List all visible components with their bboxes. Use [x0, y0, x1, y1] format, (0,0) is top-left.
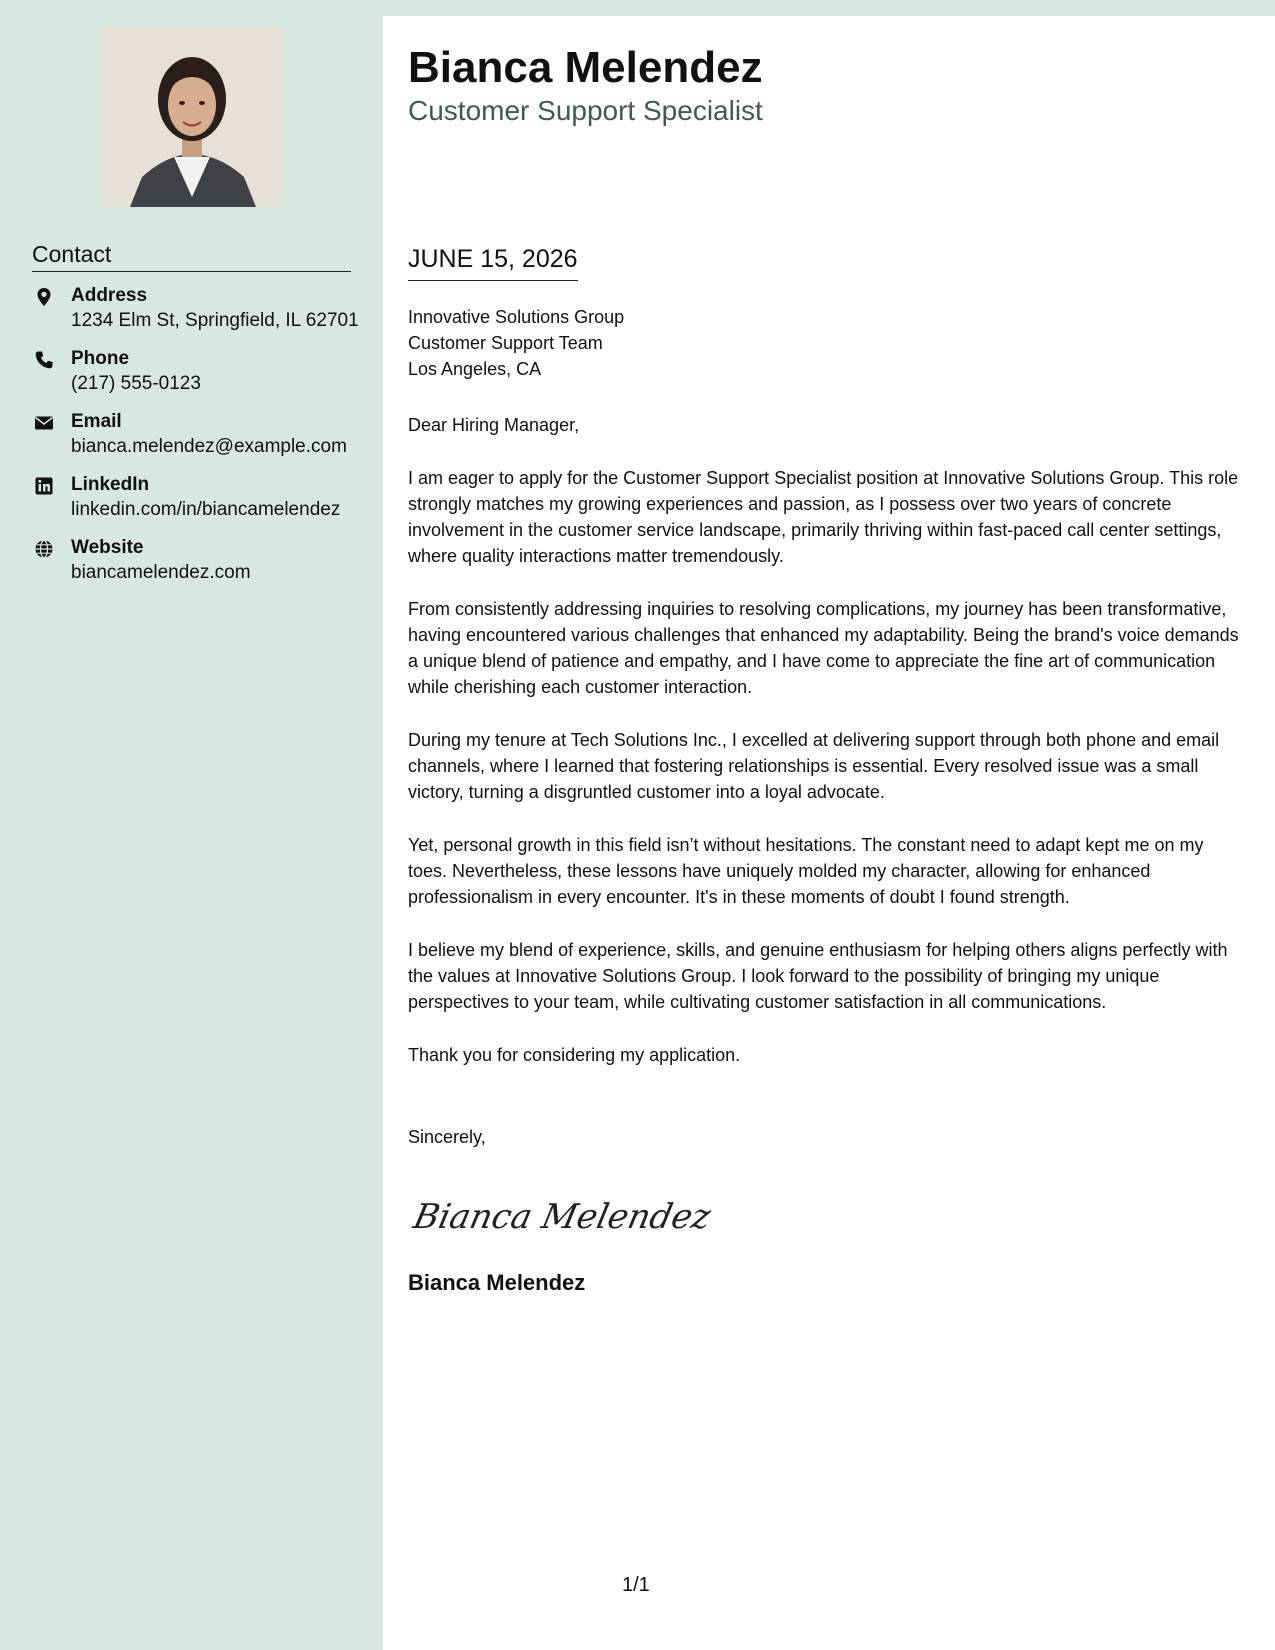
contact-label: LinkedIn [71, 474, 150, 495]
body-paragraph: Yet, personal growth in this field isn’t without hesitations. The constant need to adapt kept me on my toes. Nevertheless, these lessons have uniquely molded my character, allowing for enhanced professionalism in every encounter. It's in these moments of doubt I found strength. [408, 835, 1204, 907]
applicant-name: Bianca Melendez [408, 43, 763, 92]
body-paragraph: I am eager to apply for the Customer Support Specialist position at Innovative Solutions Group. This role strongly matches my growing experiences and passion, as I possess over two years of concrete involvement in the customer service landscape, primarily thriving within fast-paced call center settings, where quality interactions matter tremendously. [408, 468, 1239, 566]
recipient-team: Customer Support Team [408, 333, 603, 353]
phone-icon [34, 350, 54, 370]
contact-label: Website [71, 537, 144, 558]
contact-item-email [32, 410, 362, 473]
contact-label: Phone [71, 348, 130, 369]
location-pin-icon [34, 287, 54, 307]
recipient-location: Los Angeles, CA [408, 359, 542, 379]
phone-value: (217) 555-0123 [71, 373, 201, 394]
envelope-icon [34, 413, 54, 433]
email-link[interactable]: bianca.melendez@example.com [71, 436, 347, 457]
letter-body [408, 412, 1243, 1095]
body-paragraph: During my tenure at Tech Solutions Inc., I excelled at delivering support through both phone and email channels, where I learned that fostering relationships is essential. Every resolved issue was a small victory, turning a disgruntled customer into a loyal advocate. [408, 730, 1220, 802]
contact-label: Address [71, 285, 148, 306]
contact-list [32, 284, 362, 599]
signer-name: Bianca Melendez [408, 1270, 586, 1295]
address-value: 1234 Elm St, Springfield, IL 62701 [71, 310, 359, 331]
sidebar [0, 0, 383, 1650]
linkedin-icon [34, 476, 54, 496]
contact-item-address [32, 284, 362, 347]
letter-date: JUNE 15, 2026 [408, 244, 578, 281]
body-paragraph: From consistently addressing inquiries to resolving complications, my journey has been transformative, having encountered various challenges that enhanced my adaptability. Being the brand's voice demands a unique blend of patience and empathy, and I have come to appreciate the fine art of communication while cherishing each customer interaction. [408, 599, 1239, 697]
handwritten-signature [408, 1190, 715, 1240]
salutation: Dear Hiring Manager, [408, 415, 580, 435]
recipient-block [408, 304, 624, 382]
svg-text:Bianca Melendez: Bianca Melendez [410, 1197, 715, 1237]
globe-icon [34, 539, 54, 559]
body-paragraph: I believe my blend of experience, skills, and genuine enthusiasm for helping others aligns perfectly with the values at Innovative Solutions Group. I look forward to the possibility of bringing my unique perspectives to your team, while cultivating customer satisfaction in all communications. [408, 940, 1228, 1012]
applicant-role: Customer Support Specialist [408, 95, 763, 126]
recipient-company: Innovative Solutions Group [408, 307, 625, 327]
contact-label: Email [71, 411, 122, 432]
contact-heading: Contact [32, 240, 351, 272]
contact-item-website [32, 536, 362, 599]
body-paragraph: Thank you for considering my application. [408, 1045, 741, 1065]
contact-item-phone [32, 347, 362, 410]
letter-page [383, 16, 1275, 1650]
closing: Sincerely, [408, 1127, 486, 1147]
linkedin-link[interactable]: linkedin.com/in/biancamelendez [71, 499, 341, 520]
website-link[interactable]: biancamelendez.com [71, 562, 251, 583]
profile-photo [102, 27, 282, 207]
page-number: 1/1 [622, 1574, 650, 1596]
contact-item-linkedin [32, 473, 362, 536]
